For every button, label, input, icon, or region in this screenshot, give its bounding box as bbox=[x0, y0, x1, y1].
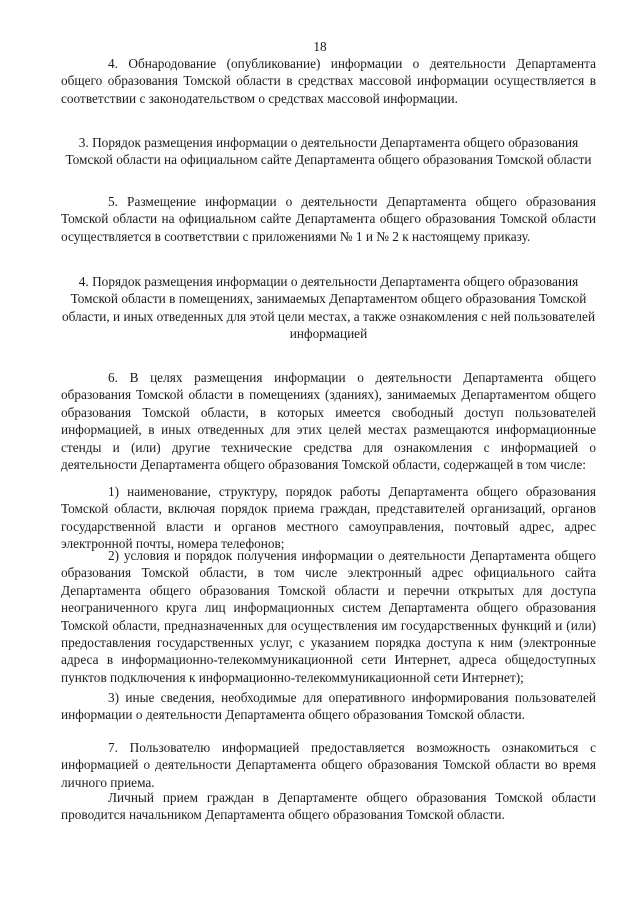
paragraph-8: Личный прием граждан в Департаменте общего образования Томской области проводится начальником Департамента общего образования Томской области. bbox=[61, 790, 596, 823]
paragraph-6-item-3: 3) иные сведения, необходимые для оперативного информирования пользователей информации о деятельности Департамента общего образования Томской области. bbox=[61, 690, 596, 723]
paragraph-7: 7. Пользователю информацией предоставляется возможность ознакомиться с информацией о деятельности Департамента общего образования Томской области во время личного приема. bbox=[61, 740, 596, 790]
paragraph-6-item-1: 1) наименование, структуру, порядок работы Департамента общего образования Томской области, включая порядок приема граждан, представителей организаций, органов государственной власти и органов местного самоуправления, почтовый адрес, адрес электронной почты, номера телефонов; bbox=[61, 484, 596, 552]
paragraph-6-item-2: 2) условия и порядок получения информации о деятельности Департамента общего образования Томской области, в том числе электронный адрес официального сайта Департамента общего образования Томской области и перечни открытых для доступа неограниченного круга лиц информационных систем Департамента общего образования Томской области, предназначенных для осуществления им государственных функций и (или) предоставления государственных услуг, с указанием порядка доступа к ним (электронные адреса в информационно-телекоммуникационной сети Интернет, адреса общедоступных пунктов подключения к информационно-телекоммуникационной сети Интернет); bbox=[61, 548, 596, 685]
section-3-heading: 3. Порядок размещения информации о деятельности Департамента общего образования Томской области на официальном сайте Департамента общего образования Томской области bbox=[65, 135, 592, 168]
page-number: 18 bbox=[313, 39, 327, 54]
paragraph-5: 5. Размещение информации о деятельности Департамента общего образования Томской области на официальном сайте Департамента общего образования Томской области осуществляется в соответствии с приложениями № 1 и № 2 к настоящему приказу. bbox=[61, 194, 596, 244]
paragraph-4: 4. Обнародование (опубликование) информации о деятельности Департамента общего образования Томской области в средствах массовой информации осуществляется в соответствии с законодательством о средствах массовой информации. bbox=[61, 56, 596, 106]
paragraph-6: 6. В целях размещения информации о деятельности Департамента общего образования Томской области в помещениях (зданиях), занимаемых Департаментом общего образования Томской области, в которых имеется свободный доступ пользователей информацией, в иных отведенных для этих целей местах размещаются информационные стенды и (или) другие технические средства для ознакомления с информацией о деятельности Департамента общего образования Томской области, содержащей в том числе: bbox=[61, 370, 596, 473]
section-4-heading: 4. Порядок размещения информации о деятельности Департамента общего образования Томской области в помещениях, занимаемых Департаментом общего образования Томской области, и иных отведенных для этой цели местах, а также ознакомления с ней пользователей информацией bbox=[61, 274, 596, 342]
